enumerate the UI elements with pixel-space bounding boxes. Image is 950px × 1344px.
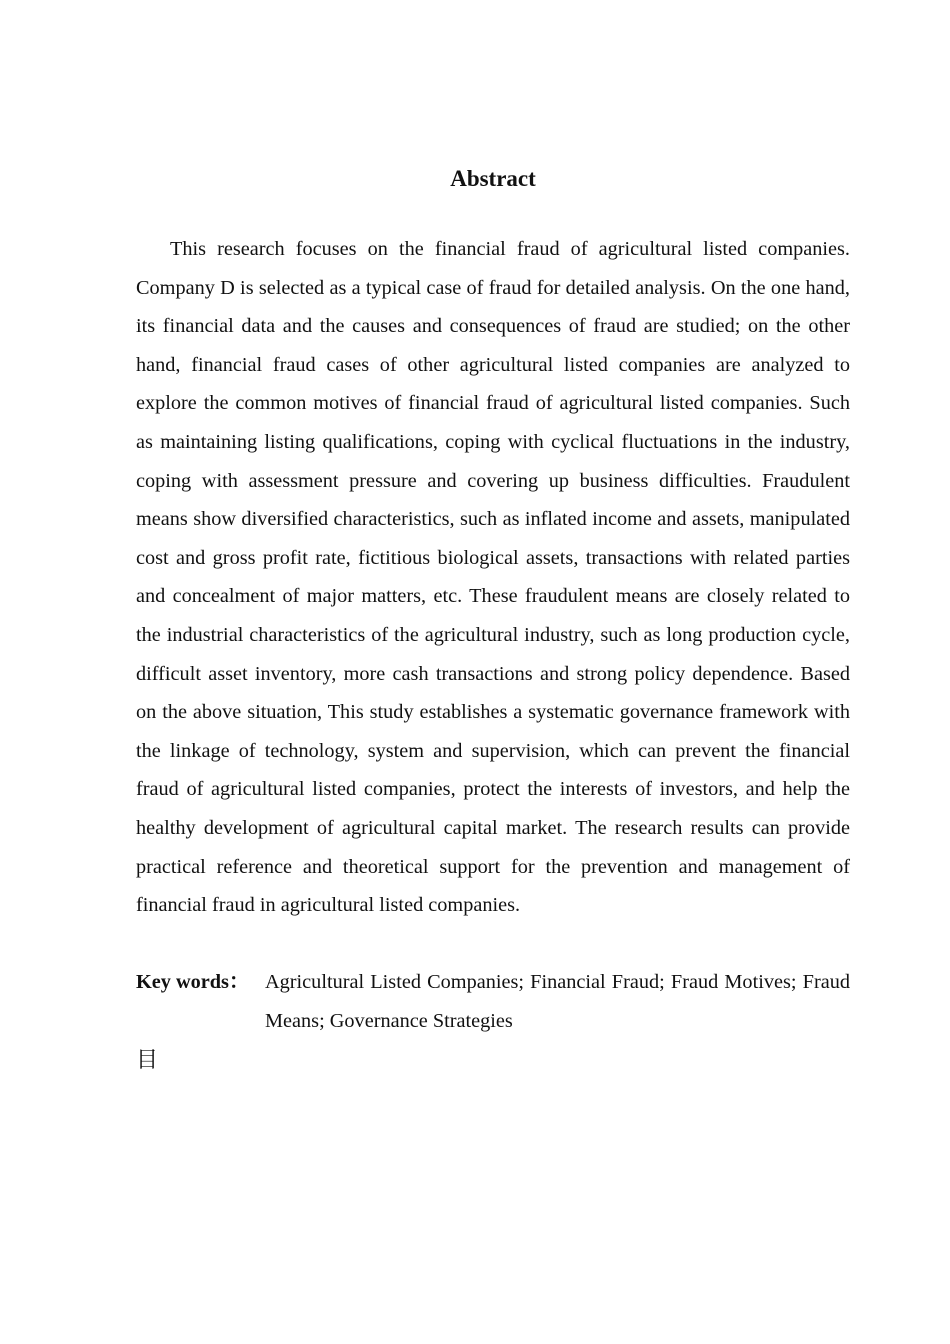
keywords-text: Agricultural Listed Companies; Financial Fraud; Fraud Motives; Fraud Means; Governance Strategies <box>265 971 850 1032</box>
keywords-label: Key words： <box>136 971 250 993</box>
keywords-block <box>136 963 850 1040</box>
abstract-title: Abstract <box>450 166 536 191</box>
abstract-body: This research focuses on the financial fraud of agricultural listed companies. Company D is selected as a typical case of fraud for detailed analysis. On the one hand, its financial data and the causes and consequences of fraud are studied; on the other hand, financial fraud cases of other agricultural listed companies are analyzed to explore the common motives of financial fraud of agricultural listed companies. Such as maintaining listing qualifications, coping with cyclical fluctuations in the industry, coping with assessment pressure and covering up business difficulties. Fraudulent means show diversified characteristics, such as inflated income and assets, manipulated cost and gross profit rate, fictitious biological assets, transactions with related parties and concealment of major matters, etc. These fraudulent means are closely related to the industrial characteristics of the agricultural industry, such as long production cycle, difficult asset inventory, more cash transactions and strong policy dependence. Based on the above situation, This study establishes a systematic governance framework with the linkage of technology, system and supervision, which can prevent the financial fraud of agricultural listed companies, protect the interests of investors, and help the healthy development of agricultural capital market. The research results can provide practical reference and theoretical support for the prevention and management of financial fraud in agricultural listed companies. <box>136 238 850 917</box>
toc-heading-fragment: 目 <box>136 1048 159 1073</box>
